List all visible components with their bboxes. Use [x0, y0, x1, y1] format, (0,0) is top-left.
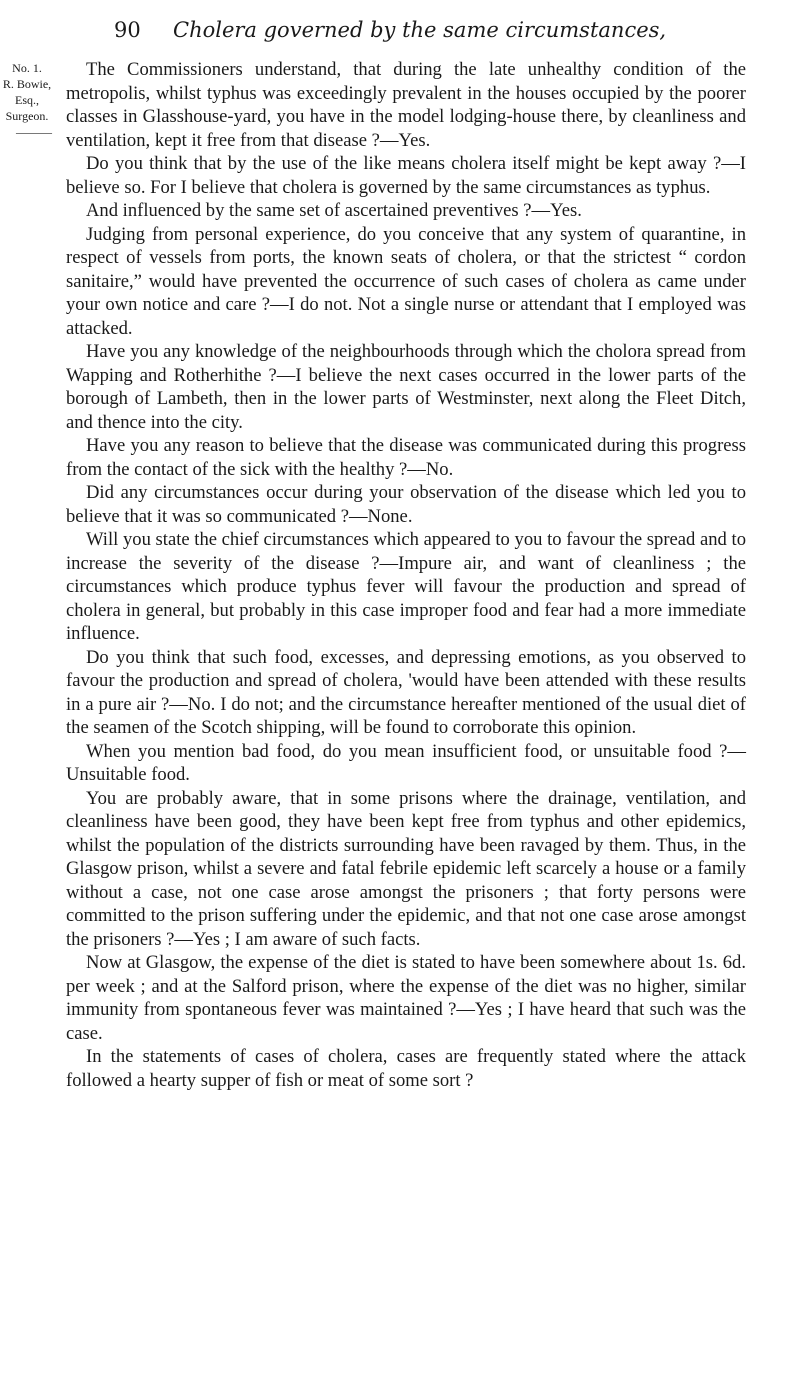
margin-note-title: Esq., [15, 93, 39, 107]
paragraph: When you mention bad food, do you mean insufficient food, or unsuitable food ?—Unsuitable food. [66, 740, 746, 785]
paragraph: Now at Glasgow, the expense of the diet is stated to have been somewhere about 1s. 6d. per week ; and at the Salford prison, where the expense of the diet was no higher, similar immunity from spontaneous fever was maintained ?—Yes ; I have heard that such was the case. [66, 952, 746, 1044]
paragraph: And influenced by the same set of ascertained preventives ?—Yes. [86, 200, 582, 221]
paragraph: Have you any knowledge of the neighbourhoods through which the cholora spread from Wapping and Rotherhithe ?—I believe the next cases occurred in the lower parts of the borough of Lambeth, then in the lower parts of Westminster, next along the Fleet Ditch, and thence into the city. [66, 341, 746, 433]
page-header [0, 12, 800, 52]
margin-note-witness: R. Bowie, [2, 77, 52, 91]
paragraph: Do you think that by the use of the like means cholera itself might be kept away ?—I believe so. For I believe that cholera is governed by the same circumstances as typhus. [66, 153, 746, 198]
paragraph: You are probably aware, that in some prisons where the drainage, ventilation, and cleanliness have been good, they have been kept free from typhus and other epidemics, whilst the population of the districts surrounding have been ravaged by them. Thus, in the Glasgow prison, whilst a severe and fatal febrile epidemic left scarcely a house or a family without a case, not one case arose amongst the prisoners ; that forty persons were committed to the prison suffering under the epidemic, and that not one case arose amongst the prisoners ?—Yes ; I am aware of such facts. [66, 787, 746, 950]
paragraph: Judging from personal experience, do you conceive that any system of quarantine, in respect of vessels from ports, the known seats of cholera, or that the strictest “ cordon sanitaire,” would have prevented the occurrence of such cases of cholera as came under your own notice and care ?—I do not. Not a single nurse or attendant that I employed was attacked. [66, 223, 746, 339]
paragraph: Did any circumstances occur during your observation of the disease which led you to believe that it was so communicated ?—None. [66, 482, 746, 527]
margin-note-profession: Surgeon. [5, 109, 49, 123]
paragraph: Will you state the chief circumstances which appeared to you to favour the spread and to increase the severity of the disease ?—Impure air, and want of cleanliness ; the circumstances which produce typhus fever will favour the production and spread of cholera in general, but probably in this case improper food and fear had a more immediate influence. [66, 529, 746, 644]
paragraph: The Commissioners understand, that during the late unhealthy condition of the metropolis, whilst typhus was exceedingly prevalent in the houses occupied by the poorer classes in Glasshouse-yard, you have in the model lodging-house there, by cleanliness and ventilation, kept it free from that disease ?—Yes. [66, 59, 746, 151]
running-title: Cholera governed by the same circumstances, [173, 18, 667, 42]
margin-note-rule: ——— [16, 125, 52, 139]
margin-note-number: No. 1. [12, 61, 42, 75]
paragraph: Have you any reason to believe that the disease was communicated during this progress from the contact of the sick with the healthy ?—No. [66, 435, 746, 480]
paragraph: Do you think that such food, excesses, and depressing emotions, as you observed to favour the production and spread of cholera, 'would have been attended with these results in a pure air ?—No. I do not; and the circumstance hereafter mentioned of the usual diet of the seamen of the Scotch shipping, will be found to corroborate this opinion. [66, 646, 746, 738]
body-text [0, 58, 800, 1092]
page-number: 90 [114, 18, 141, 42]
paragraph: In the statements of cases of cholera, cases are frequently stated where the attack followed a hearty supper of fish or meat of some sort ? [66, 1046, 746, 1091]
